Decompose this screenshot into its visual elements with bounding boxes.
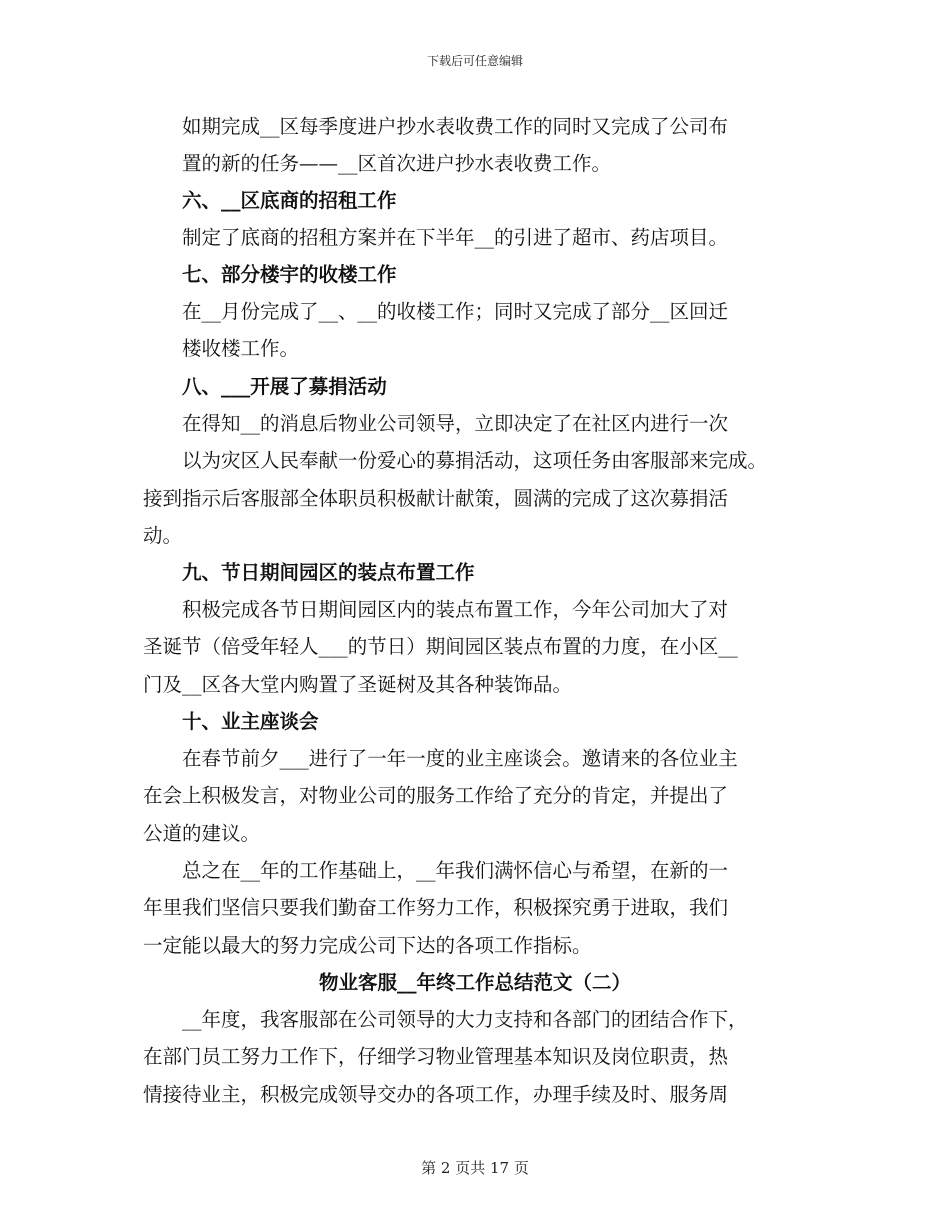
text-line: 圣诞节（倍受年轻人___的节日）期间园区装点布置的力度，在小区__ [143, 635, 738, 659]
text-line: 积极完成各节日期间园区内的装点布置工作，今年公司加大了对 [182, 598, 729, 621]
section-heading-7: 七、部分楼宇的收楼工作 [182, 263, 397, 286]
text-line: 在会上积极发言，对物业公司的服务工作给了充分的肯定，并提出了 [143, 784, 729, 808]
text-line: 年里我们坚信只要我们勤奋工作努力工作，积极探究勇于进取，我们 [143, 896, 729, 920]
text-line: 如期完成__区每季度进户抄水表收费工作的同时又完成了公司布 [182, 115, 729, 138]
section-heading-6: 六、__区底商的招租工作 [182, 189, 397, 212]
document-title: 物业客服__年终工作总结范文（二） [318, 971, 631, 994]
text-line: 一定能以最大的努力完成公司下达的各项工作指标。 [143, 933, 592, 957]
paragraph-section-10 [143, 740, 823, 852]
text-line: 以为灾区人民奉献一份爱心的募捐活动，这项任务由客服部来完成。 [182, 449, 768, 473]
text-line: 动。 [143, 524, 183, 548]
section-heading-8: 八、___开展了募捐活动 [182, 375, 387, 398]
text-line: 在部门员工努力工作下，仔细学习物业管理基本知识及岗位职责，热 [143, 1045, 729, 1069]
text-line: __年度，我客服部在公司领导的大力支持和各部门的团结合作下， [182, 1008, 748, 1031]
paragraph-conclusion [143, 852, 823, 964]
section-heading-9: 九、节日期间园区的装点布置工作 [182, 561, 475, 584]
page-footer: 第 2 页共 17 页 [421, 1159, 529, 1177]
paragraph-intro [143, 1001, 823, 1113]
text-line: 在春节前夕___进行了一年一度的业主座谈会。邀请来的各位业主 [182, 747, 738, 770]
text-line: 制定了底商的招租方案并在下半年__的引进了超市、药店项目。 [182, 226, 729, 249]
text-line: 公道的建议。 [143, 821, 261, 845]
text-line: 门及__区各大堂内购置了圣诞树及其各种装饰品。 [143, 672, 573, 696]
text-line: 接到指示后客服部全体职员积极献计献策，圆满的完成了这次募捐活 [143, 486, 729, 510]
paragraph-section-7 [143, 293, 823, 368]
paragraph-section-8 [143, 405, 823, 555]
page-header: 下载后可任意编辑 [426, 54, 523, 68]
text-line: 在__月份完成了__、__的收楼工作；同时又完成了部分__区回迁 [182, 300, 729, 323]
text-line: 在得知__的消息后物业公司领导，立即决定了在社区内进行一次 [182, 412, 729, 435]
paragraph-section-9 [143, 591, 823, 703]
paragraph-section-6 [143, 219, 823, 256]
text-line: 楼收楼工作。 [182, 337, 300, 361]
paragraph-continuation [143, 108, 823, 183]
text-line: 置的新的任务——__区首次进户抄水表收费工作。 [182, 152, 612, 176]
section-heading-10: 十、业主座谈会 [182, 710, 319, 733]
text-line: 情接待业主，积极完成领导交办的各项工作，办理手续及时、服务周 [143, 1082, 729, 1106]
text-line: 总之在__年的工作基础上，__年我们满怀信心与希望，在新的一 [182, 859, 729, 882]
